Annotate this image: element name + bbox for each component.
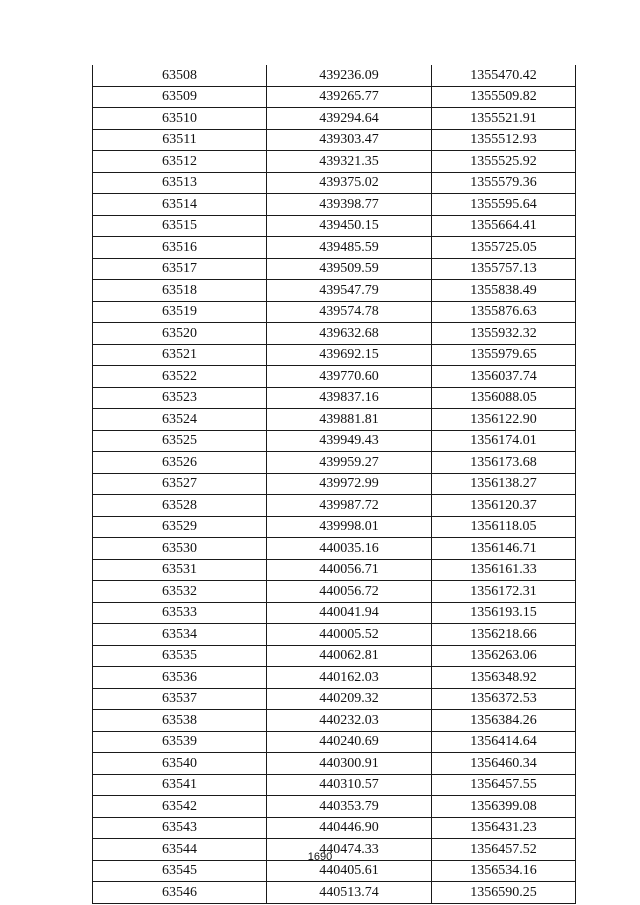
y-coordinate-cell: 1356088.05 <box>432 387 576 409</box>
y-coordinate-cell: 1356173.68 <box>432 452 576 474</box>
point-id-cell: 63525 <box>93 430 267 452</box>
table-row <box>93 344 576 366</box>
x-coordinate-cell: 440405.61 <box>267 860 432 882</box>
x-coordinate-cell: 439692.15 <box>267 344 432 366</box>
x-coordinate-cell: 439265.77 <box>267 86 432 108</box>
table-row <box>93 280 576 302</box>
x-coordinate-cell: 439949.43 <box>267 430 432 452</box>
y-coordinate-cell: 1356174.01 <box>432 430 576 452</box>
x-coordinate-cell: 439547.79 <box>267 280 432 302</box>
table-row <box>93 366 576 388</box>
point-id-cell: 63514 <box>93 194 267 216</box>
y-coordinate-cell: 1355509.82 <box>432 86 576 108</box>
x-coordinate-cell: 440474.33 <box>267 839 432 861</box>
table-row <box>93 151 576 173</box>
point-id-cell: 63519 <box>93 301 267 323</box>
y-coordinate-cell: 1356138.27 <box>432 473 576 495</box>
table-row <box>93 667 576 689</box>
point-id-cell: 63515 <box>93 215 267 237</box>
table-row <box>93 430 576 452</box>
point-id-cell: 63532 <box>93 581 267 603</box>
table-row <box>93 65 576 86</box>
x-coordinate-cell: 439236.09 <box>267 65 432 86</box>
x-coordinate-cell: 440240.69 <box>267 731 432 753</box>
point-id-cell: 63508 <box>93 65 267 86</box>
x-coordinate-cell: 439303.47 <box>267 129 432 151</box>
table-row <box>93 753 576 775</box>
y-coordinate-cell: 1356399.08 <box>432 796 576 818</box>
point-id-cell: 63546 <box>93 882 267 904</box>
table-row <box>93 516 576 538</box>
point-id-cell: 63510 <box>93 108 267 130</box>
y-coordinate-cell: 1356431.23 <box>432 817 576 839</box>
table-row <box>93 86 576 108</box>
x-coordinate-cell: 439398.77 <box>267 194 432 216</box>
y-coordinate-cell: 1356146.71 <box>432 538 576 560</box>
point-id-cell: 63537 <box>93 688 267 710</box>
y-coordinate-cell: 1355932.32 <box>432 323 576 345</box>
y-coordinate-cell: 1355470.42 <box>432 65 576 86</box>
point-id-cell: 63523 <box>93 387 267 409</box>
coordinate-table <box>92 65 576 904</box>
coordinate-table-body <box>93 65 576 903</box>
point-id-cell: 63513 <box>93 172 267 194</box>
table-row <box>93 882 576 904</box>
table-row <box>93 387 576 409</box>
table-row <box>93 473 576 495</box>
y-coordinate-cell: 1355725.05 <box>432 237 576 259</box>
point-id-cell: 63517 <box>93 258 267 280</box>
y-coordinate-cell: 1355595.64 <box>432 194 576 216</box>
table-row <box>93 710 576 732</box>
table-row <box>93 559 576 581</box>
point-id-cell: 63520 <box>93 323 267 345</box>
table-row <box>93 323 576 345</box>
x-coordinate-cell: 439881.81 <box>267 409 432 431</box>
y-coordinate-cell: 1356120.37 <box>432 495 576 517</box>
table-row <box>93 194 576 216</box>
x-coordinate-cell: 440513.74 <box>267 882 432 904</box>
table-row <box>93 237 576 259</box>
x-coordinate-cell: 440056.71 <box>267 559 432 581</box>
y-coordinate-cell: 1356460.34 <box>432 753 576 775</box>
point-id-cell: 63526 <box>93 452 267 474</box>
x-coordinate-cell: 440300.91 <box>267 753 432 775</box>
x-coordinate-cell: 439450.15 <box>267 215 432 237</box>
point-id-cell: 63545 <box>93 860 267 882</box>
y-coordinate-cell: 1356457.55 <box>432 774 576 796</box>
x-coordinate-cell: 440353.79 <box>267 796 432 818</box>
point-id-cell: 63531 <box>93 559 267 581</box>
table-row <box>93 645 576 667</box>
point-id-cell: 63542 <box>93 796 267 818</box>
y-coordinate-cell: 1356161.33 <box>432 559 576 581</box>
x-coordinate-cell: 439632.68 <box>267 323 432 345</box>
table-row <box>93 688 576 710</box>
x-coordinate-cell: 440232.03 <box>267 710 432 732</box>
x-coordinate-cell: 439987.72 <box>267 495 432 517</box>
y-coordinate-cell: 1355838.49 <box>432 280 576 302</box>
y-coordinate-cell: 1356118.05 <box>432 516 576 538</box>
y-coordinate-cell: 1356218.66 <box>432 624 576 646</box>
y-coordinate-cell: 1356372.53 <box>432 688 576 710</box>
x-coordinate-cell: 440209.32 <box>267 688 432 710</box>
y-coordinate-cell: 1356457.52 <box>432 839 576 861</box>
point-id-cell: 63539 <box>93 731 267 753</box>
y-coordinate-cell: 1355876.63 <box>432 301 576 323</box>
x-coordinate-cell: 440041.94 <box>267 602 432 624</box>
table-row <box>93 409 576 431</box>
point-id-cell: 63541 <box>93 774 267 796</box>
x-coordinate-cell: 440162.03 <box>267 667 432 689</box>
y-coordinate-cell: 1355525.92 <box>432 151 576 173</box>
table-row <box>93 452 576 474</box>
x-coordinate-cell: 440005.52 <box>267 624 432 646</box>
x-coordinate-cell: 439770.60 <box>267 366 432 388</box>
x-coordinate-cell: 439375.02 <box>267 172 432 194</box>
point-id-cell: 63528 <box>93 495 267 517</box>
table-row <box>93 581 576 603</box>
x-coordinate-cell: 440062.81 <box>267 645 432 667</box>
point-id-cell: 63533 <box>93 602 267 624</box>
y-coordinate-cell: 1356037.74 <box>432 366 576 388</box>
x-coordinate-cell: 440446.90 <box>267 817 432 839</box>
table-row <box>93 538 576 560</box>
x-coordinate-cell: 439837.16 <box>267 387 432 409</box>
y-coordinate-cell: 1356193.15 <box>432 602 576 624</box>
y-coordinate-cell: 1356384.26 <box>432 710 576 732</box>
x-coordinate-cell: 439972.99 <box>267 473 432 495</box>
y-coordinate-cell: 1356348.92 <box>432 667 576 689</box>
y-coordinate-cell: 1355664.41 <box>432 215 576 237</box>
x-coordinate-cell: 440056.72 <box>267 581 432 603</box>
table-row <box>93 129 576 151</box>
table-row <box>93 301 576 323</box>
y-coordinate-cell: 1356590.25 <box>432 882 576 904</box>
x-coordinate-cell: 440035.16 <box>267 538 432 560</box>
point-id-cell: 63543 <box>93 817 267 839</box>
table-row <box>93 215 576 237</box>
point-id-cell: 63512 <box>93 151 267 173</box>
y-coordinate-cell: 1356172.31 <box>432 581 576 603</box>
y-coordinate-cell: 1355512.93 <box>432 129 576 151</box>
table-row <box>93 495 576 517</box>
table-row <box>93 602 576 624</box>
point-id-cell: 63534 <box>93 624 267 646</box>
table-row <box>93 108 576 130</box>
point-id-cell: 63516 <box>93 237 267 259</box>
y-coordinate-cell: 1355579.36 <box>432 172 576 194</box>
point-id-cell: 63509 <box>93 86 267 108</box>
table-row <box>93 774 576 796</box>
point-id-cell: 63522 <box>93 366 267 388</box>
y-coordinate-cell: 1355757.13 <box>432 258 576 280</box>
y-coordinate-cell: 1356534.16 <box>432 860 576 882</box>
y-coordinate-cell: 1356122.90 <box>432 409 576 431</box>
page-number: 1690 <box>307 851 333 863</box>
table-row <box>93 624 576 646</box>
table-row <box>93 172 576 194</box>
point-id-cell: 63527 <box>93 473 267 495</box>
table-row <box>93 258 576 280</box>
point-id-cell: 63544 <box>93 839 267 861</box>
x-coordinate-cell: 439509.59 <box>267 258 432 280</box>
point-id-cell: 63529 <box>93 516 267 538</box>
x-coordinate-cell: 439294.64 <box>267 108 432 130</box>
x-coordinate-cell: 439998.01 <box>267 516 432 538</box>
y-coordinate-cell: 1356263.06 <box>432 645 576 667</box>
table-row <box>93 796 576 818</box>
y-coordinate-cell: 1356414.64 <box>432 731 576 753</box>
y-coordinate-cell: 1355979.65 <box>432 344 576 366</box>
point-id-cell: 63538 <box>93 710 267 732</box>
point-id-cell: 63530 <box>93 538 267 560</box>
y-coordinate-cell: 1355521.91 <box>432 108 576 130</box>
table-row <box>93 817 576 839</box>
point-id-cell: 63511 <box>93 129 267 151</box>
point-id-cell: 63536 <box>93 667 267 689</box>
x-coordinate-cell: 439321.35 <box>267 151 432 173</box>
point-id-cell: 63524 <box>93 409 267 431</box>
x-coordinate-cell: 440310.57 <box>267 774 432 796</box>
x-coordinate-cell: 439574.78 <box>267 301 432 323</box>
point-id-cell: 63521 <box>93 344 267 366</box>
x-coordinate-cell: 439485.59 <box>267 237 432 259</box>
point-id-cell: 63535 <box>93 645 267 667</box>
x-coordinate-cell: 439959.27 <box>267 452 432 474</box>
table-row <box>93 731 576 753</box>
point-id-cell: 63540 <box>93 753 267 775</box>
point-id-cell: 63518 <box>93 280 267 302</box>
